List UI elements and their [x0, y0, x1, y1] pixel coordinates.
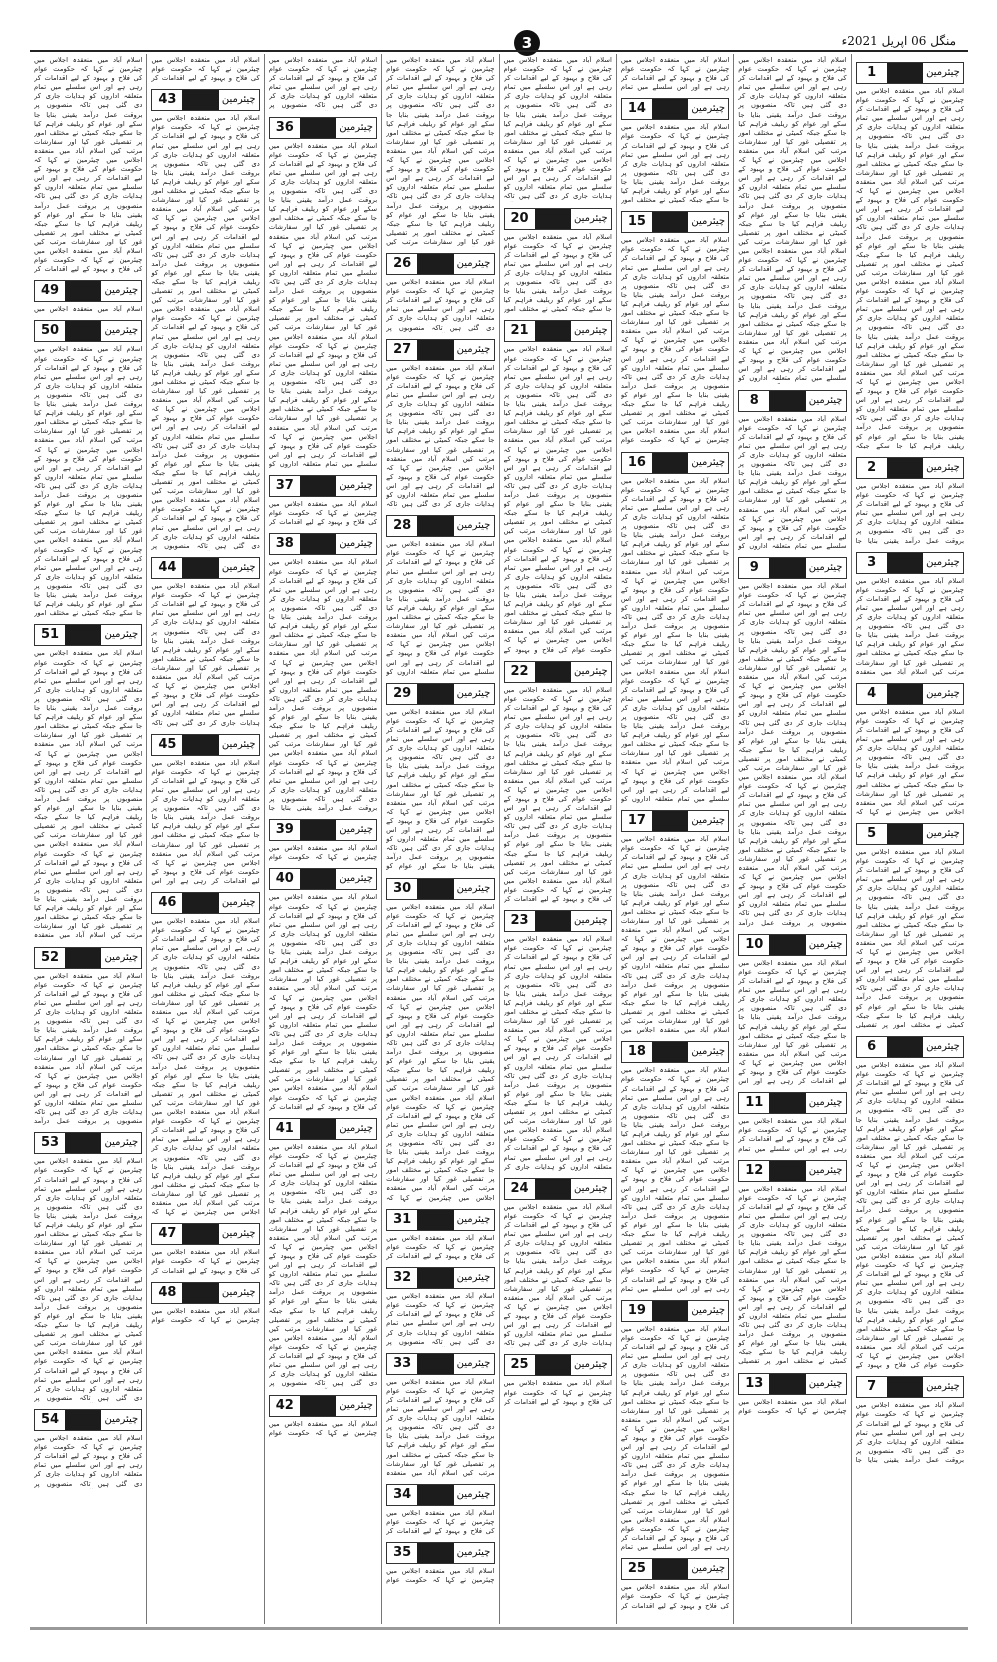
article-text: اسلام آباد میں منعقدہ اجلاس میں چیئرمین نے کہا کہ حکومت عوام کی فلاح و بہبود کے لیے اقدامات کر رہی ہے اور اس سلسلے میں تمام متعلقہ اداروں کو ہدایات جاری کر دی گئی ہیں تاکہ منصوبوں پر بروقت عمل درآمد یقینی بنایا جا سکے اور عوام کو ریلیف فراہم کیا جا سکے جبکہ کمیٹی نے مختلف امور پر تفصیلی غور کیا اور سفارشات مرتب کیں اسلام آباد میں منعقدہ اجلاس میں چیئرمین نے کہا کہ حکومت عوام کی فلاح و بہبود کے لیے اقدامات کر رہی ہے اور اس سلسلے میں تمام متعلقہ اداروں کو ہدایات جاری کر دی گئی ہیں تاکہ منصوبوں پر بروقت عمل درآمد یقینی بنایا جا سکے اور عوام کو ریلیف فراہم کیا جا سکے جبکہ کمیٹی نے مختلف امور پر تفصیلی غور کیا اور سفارشات مرتب کیں اسلام آباد میں منعقدہ اجلاس میں [620, 835, 730, 1035]
article-text: اسلام آباد میں منعقدہ اجلاس میں چیئرمین نے کہا کہ حکومت عوام کی فلاح و بہبود کے لیے اقدامات کر رہی ہے اور اس سلسلے میں تمام متعلقہ اداروں کو ہدایات جاری کر دی گئی ہیں تاکہ منصوبوں پر بروقت عمل درآمد یقینی بنایا جا سکے اور عوام کو ریلیف فراہم کیا جا سکے جبکہ کمیٹی نے مختلف امور پر تفصیلی غور کیا اور سفارشات مرتب کیں اسلام آباد میں منعقدہ اجلاس میں چیئرمین نے کہا کہ حکومت عوام کی فلاح و بہبود کے لیے اقدامات کر رہی ہے اور اس سلسلے میں تمام متعلقہ اداروں کو ہدایات جاری کر دی گئی ہیں تاکہ منصوبوں پر بروقت عمل درآمد یقینی بنایا جا سکے اور عوام کو ریلیف فراہم کیا جا سکے جبکہ کمیٹی نے مختلف امور پر تفصیلی غور کیا اور سفارشات مرتب کیں اسلام آباد میں منعقدہ اجلاس میں چیئرمین نے کہا کہ حکومت عوام کی فلاح و بہبود کے لیے اقدامات کر رہی ہے اور اس سلسلے میں تمام متعلقہ اداروں کو ہدایات جاری کر دی گئی ہیں تاکہ منصوبوں پر بروقت عمل درآمد یقینی بنایا جا سکے اور عوام کو ریلیف فراہم کیا جا سکے جبکہ کمیٹی نے مختلف امور پر تفصیلی غور کیا اور سفارشات مرتب کیں اسلام آباد میں منعقدہ اجلاس میں چیئرمین نے کہا کہ حکومت عوام کی فلاح و بہبود کے لیے اقدامات کر رہی ہے اور اس سلسلے میں تمام متعلقہ اداروں کو ہدایات جاری کر دی گئی ہیں تاکہ منصوبوں پر بروقت عمل درآمد یقینی بنایا جا سکے اور عوام کو ریلیف فراہم کیا جا سکے جبکہ [855, 87, 964, 450]
section-number: 50 [40, 323, 60, 339]
article-text: اسلام آباد میں منعقدہ اجلاس میں چیئرمین نے کہا کہ حکومت عوام کی فلاح و بہبود کے لیے اقدامات کر رہی ہے اور اس سلسلے میں تمام متعلقہ اداروں کو ہدایات جاری کر دی گئی ہیں تاکہ منصوبوں پر بروقت عمل درآمد یقینی بنایا جا سکے اور عوام کو ریلیف فراہم کیا جا سکے جبکہ کمیٹی نے مختلف امور پر تفصیلی غور کیا اور سفارشات مرتب کیں اسلام آباد میں منعقدہ اجلاس میں چیئرمین نے کہا کہ حکومت عوام کی فلاح و بہبود کے لیے اقدامات کر رہی ہے اور اس سلسلے میں تمام متعلقہ اداروں کو ہدایات جاری کر دی گئی ہیں تاکہ منصوبوں پر بروقت عمل درآمد یقینی بنایا جا سکے اور عوام کو ریلیف فراہم کیا جا سکے جبکہ کمیٹی نے مختلف امور پر تفصیلی غور کیا اور سفارشات مرتب کیں اسلام آباد میں منعقدہ اجلاس میں چیئرمین نے کہا کہ حکومت عوام کی فلاح و بہبود کے لیے اقدامات کر رہی ہے اور اس سلسلے میں تمام متعلقہ اداروں کو ہدایات جاری کر دی گئی ہیں تاکہ منصوبوں پر بروقت عمل درآمد یقینی بنایا جا سکے اور عوام کو ریلیف فراہم کیا جا سکے جبکہ کمیٹی نے مختلف امور پر تفصیلی غور کیا اور سفارشات مرتب کیں اسلام آباد میں منعقدہ اجلاس میں چیئرمین نے کہا کہ حکومت عوام کی فلاح و بہبود کے لیے اقدامات کر رہی ہے اور اس سلسلے میں تمام متعلقہ اداروں کو ہدایات جاری کر دی گئی ہیں تاکہ منصوبوں پر بروقت عمل درآمد یقینی بنایا جا سکے اور عوام کو ریلیف فراہم کیا جا سکے جبکہ کمیٹی نے مختلف امور پر تفصیلی غور کیا اور سفارشات مرتب کیں اسلام آباد میں منعقدہ اجلاس میں چیئرمین نے کہا کہ حکومت عوام کی فلاح و بہبود کے لیے اقدامات کر رہی ہے اور اس سلسلے میں تمام متعلقہ اداروں کو ہدایات جاری کر دی گئی ہیں تاکہ منصوبوں پر [151, 114, 260, 550]
section-header [738, 557, 846, 579]
news-columns [30, 54, 968, 1624]
section-caption: چیئرمین [339, 121, 373, 133]
section-header [269, 1395, 377, 1417]
column-5 [381, 54, 498, 1624]
section-header [151, 1282, 259, 1304]
section-black-band [417, 1268, 453, 1288]
article-text: اسلام آباد میں منعقدہ اجلاس میں چیئرمین نے کہا کہ حکومت عوام کی فلاح و بہبود کے لیے اقدامات کر رہی ہے اور اس سلسلے میں تمام متعلقہ اداروں کو ہدایات جاری کر دی گئی ہیں تاکہ منصوبوں پر بروقت عمل درآمد یقینی بنایا جا [855, 482, 964, 545]
section-header [151, 89, 259, 111]
article-text: اسلام آباد میں منعقدہ اجلاس میں چیئرمین نے کہا کہ حکومت عوام کی فلاح و بہبود کے لیے اقدامات کر رہی ہے اور اس سلسلے میں تمام متعلقہ اداروں کو ہدایات جاری کر دی گئی ہیں تاکہ منصوبوں پر بروقت عمل درآمد یقینی بنایا جا سکے اور عوام کو ریلیف فراہم کیا جا سکے جبکہ کمیٹی نے مختلف امور پر تفصیلی غور کیا اور سفارشات مرتب کیں اسلام آباد میں منعقدہ اجلاس میں چیئرمین نے کہا کہ حکومت عوام کی فلاح و بہبود کے لیے اقدامات کر رہی ہے اور اس سلسلے میں تمام متعلقہ اداروں کو ہدایات جاری کر دی گئی ہیں تاکہ منصوبوں پر بروقت عمل درآمد یقینی بنایا جا سکے اور عوام کو ریلیف فراہم کیا جا سکے جبکہ کمیٹی نے مختلف امور پر تفصیلی غور کیا اور سفارشات مرتب کیں اسلام آباد میں منعقدہ اجلاس میں چیئرمین نے کہا کہ حکومت عوام کی فلاح و بہبود کے لیے اقدامات کر رہی ہے اور اس سلسلے میں تمام [620, 1324, 730, 1552]
section-header [386, 683, 494, 705]
section-header [621, 452, 729, 474]
section-header [621, 1558, 729, 1580]
section-number: 30 [393, 880, 412, 896]
section-black-band [182, 1283, 218, 1303]
section-black-band [182, 90, 218, 110]
article-text: اسلام آباد میں منعقدہ اجلاس میں چیئرمین نے کہا کہ حکومت عوام کی فلاح و بہبود کے لیے اقدامات کر رہی ہے اور اس سلسلے میں تمام متعلقہ اداروں کو ہدایات جاری کر دی گئی ہیں تاکہ منصوبوں پر بروقت عمل درآمد یقینی بنایا جا سکے اور عوام کو ریلیف فراہم کیا جا سکے جبکہ کمیٹی نے مختلف امور پر تفصیلی غور کیا اور سفارشات مرتب کیں اسلام آباد میں منعقدہ اجلاس میں چیئرمین نے کہا کہ حکومت عوام کی فلاح و بہبود کے لیے اقدامات کر رہی ہے اور اس سلسلے میں تمام متعلقہ اداروں کو ہدایات جاری کر دی گئی ہیں تاکہ [151, 582, 260, 727]
section-header [386, 1542, 494, 1564]
section-header [386, 878, 494, 900]
article-text: اسلام آباد میں منعقدہ اجلاس میں چیئرمین نے کہا کہ حکومت عوام کی فلاح و بہبود کے لیے اقدامات کر رہی ہے اور اس سلسلے میں تمام متعلقہ اداروں کو ہدایات جاری کر دی گئی ہیں تاکہ منصوبوں پر بروقت عمل درآمد یقینی بنایا جا سکے اور عوام کو ریلیف فراہم کیا جا سکے جبکہ کمیٹی نے مختلف امور پر تفصیلی غور کیا اور سفارشات مرتب کیں اسلام آباد میں منعقدہ اجلاس میں چیئرمین نے کہا کہ حکومت عوام کی فلاح و بہبود کے لیے اقدامات کر رہی ہے اور اس سلسلے میں تمام متعلقہ اداروں کو ہدایات جاری کر دی گئی ہیں تاکہ منصوبوں پر بروقت عمل درآمد یقینی بنایا جا سکے اور عوام کو ریلیف فراہم کیا جا سکے جبکہ کمیٹی نے مختلف امور پر تفصیلی غور کیا اور سفارشات مرتب کیں اسلام آباد میں منعقدہ اجلاس میں چیئرمین نے کہا کہ حکومت عوام [620, 236, 730, 445]
section-number: 41 [275, 1120, 294, 1136]
article-text: اسلام آباد میں منعقدہ اجلاس میں چیئرمین نے کہا کہ حکومت عوام کی فلاح و بہبود کے لیے اقدامات کر رہی ہے اور اس سلسلے میں تمام متعلقہ اداروں کو ہدایات جاری کر دی گئی ہیں تاکہ منصوبوں پر بروقت عمل درآمد یقینی بنایا جا سکے اور عوام کو ریلیف فراہم کیا جا سکے جبکہ کمیٹی نے مختلف امور پر تفصیلی غور کیا اور سفارشات مرتب کیں اسلام آباد میں منعقدہ اجلاس میں چیئرمین نے کہا کہ حکومت عوام کی فلاح و بہبود کے لیے اقدامات کر رہی ہے اور اس سلسلے میں تمام متعلقہ اداروں کو ہدایات جاری کر دی گئی ہیں تاکہ منصوبوں پر بروقت عمل درآمد یقینی بنایا جا سکے اور عوام کو ریلیف فراہم کیا جا سکے جبکہ کمیٹی نے مختلف امور پر تفصیلی غور کیا اور سفارشات مرتب کیں اسلام آباد میں منعقدہ اجلاس میں چیئرمین نے کہا کہ حکومت عوام کی فلاح و بہبود کے لیے اقدامات کر رہی ہے اور اس سلسلے میں تمام متعلقہ اداروں کو ہدایات جاری کر دی گئی ہیں تاکہ منصوبوں پر بروقت عمل درآمد یقینی بنایا جا سکے اور عوام کو ریلیف فراہم کیا جا سکے جبکہ کمیٹی نے مختلف امور پر تفصیلی غور کیا اور سفارشات مرتب کیں اسلام آباد میں منعقدہ اجلاس میں چیئرمین نے کہا کہ حکومت عوام کی فلاح و بہبود کے لیے اقدامات کر رہی ہے اور اس سلسلے میں تمام متعلقہ اداروں کو ہدایات جاری کر دی گئی ہیں تاکہ منصوبوں پر بروقت عمل درآمد [738, 582, 847, 927]
article-text: اسلام آباد میں منعقدہ اجلاس میں چیئرمین نے کہا کہ حکومت عوام کی فلاح و بہبود کے لیے اقدامات کر [268, 500, 378, 527]
section-black-band [65, 281, 101, 301]
section-caption: چیئرمین [574, 1359, 608, 1371]
article-text: اسلام آباد میں منعقدہ اجلاس میں چیئرمین نے کہا کہ حکومت عوام کی فلاح و بہبود کے لیے اقدامات کر [151, 1248, 260, 1275]
section-black-band [182, 558, 218, 578]
section-header [621, 1300, 729, 1322]
section-number: 3 [867, 554, 877, 570]
section-header [621, 810, 729, 832]
section-black-band [769, 1161, 805, 1181]
section-header [621, 98, 729, 120]
article-text: اسلام آباد میں منعقدہ اجلاس میں چیئرمین نے کہا کہ حکومت عوام کی فلاح و بہبود کے لیے اقدامات کر رہی ہے اور اس سلسلے میں تمام متعلقہ اداروں کو ہدایات جاری کر دی گئی ہیں تاکہ منصوبوں پر بروقت عمل درآمد یقینی بنایا جا سکے اور عوام کو ریلیف فراہم کیا جا سکے جبکہ کمیٹی نے مختلف امور پر تفصیلی غور کیا اور سفارشات مرتب کیں اسلام آباد میں منعقدہ اجلاس میں چیئرمین نے کہا کہ حکومت عوام کی فلاح و بہبود کے لیے اقدامات کر رہی ہے اور اس سلسلے میں تمام متعلقہ اداروں کو ہدایات جاری کر دی گئی ہیں تاکہ منصوبوں پر بروقت عمل درآمد یقینی بنایا جا سکے اور عوام کو ریلیف فراہم کیا جا سکے جبکہ کمیٹی نے مختلف امور پر تفصیلی [738, 1184, 847, 1366]
article-text: اسلام آباد میں منعقدہ اجلاس میں چیئرمین نے کہا کہ حکومت عوام کی فلاح و بہبود کے لیے اقدامات کر رہی ہے اور اس سلسلے میں تمام متعلقہ اداروں کو ہدایات جاری کر دی گئی ہیں تاکہ منصوبوں پر [268, 56, 378, 110]
article-text: اسلام آباد میں منعقدہ اجلاس میں چیئرمین نے کہا کہ حکومت عوام کی فلاح و بہبود کے لیے اقدامات کر رہی ہے اور اس سلسلے میں تمام متعلقہ اداروں کو ہدایات جاری کر دی گئی ہیں تاکہ منصوبوں پر بروقت عمل درآمد یقینی بنایا جا سکے اور عوام کو ریلیف فراہم کیا جا سکے جبکہ کمیٹی نے مختلف امور پر تفصیلی غور کیا اور سفارشات مرتب کیں اسلام آباد میں منعقدہ اجلاس میں چیئرمین نے کہا کہ حکومت عوام کی فلاح و بہبود کے لیے اقدامات کر رہی ہے اور اس [738, 958, 847, 1086]
section-number: 1 [867, 65, 877, 80]
section-header [504, 1354, 612, 1376]
section-black-band [300, 820, 336, 840]
section-black-band [417, 1354, 453, 1374]
article-text: اسلام آباد میں منعقدہ اجلاس میں چیئرمین نے کہا کہ حکومت عوام کی فلاح و بہبود کے لیے اقدامات کر رہی ہے اور اس سلسلے میں تمام متعلقہ اداروں کو ہدایات جاری کر دی گئی ہیں تاکہ منصوبوں پر بروقت عمل درآمد یقینی بنایا جا سکے اور عوام کو ریلیف فراہم کیا جا سکے جبکہ کمیٹی نے مختلف امور پر تفصیلی غور کیا اور سفارشات مرتب کیں اسلام آباد میں منعقدہ اجلاس میں چیئرمین نے کہا کہ حکومت عوام کی فلاح و بہبود کے لیے اقدامات کر رہی ہے اور اس سلسلے میں تمام متعلقہ اداروں کو ہدایات جاری کر دی گئی ہیں تاکہ منصوبوں پر بروقت عمل درآمد یقینی بنایا جا سکے اور عوام کو ریلیف فراہم کیا جا سکے جبکہ کمیٹی نے مختلف امور پر تفصیلی غور کیا اور سفارشات مرتب کیں اسلام آباد میں منعقدہ اجلاس میں چیئرمین نے کہا کہ حکومت عوام کی فلاح و بہبود کے لیے اقدامات کر رہی ہے اور اس سلسلے میں تمام متعلقہ اداروں کو ہدایات جاری کر دی گئی ہیں تاکہ منصوبوں پر [268, 1142, 378, 1388]
section-header [386, 339, 494, 361]
section-header [504, 208, 612, 230]
section-number: 10 [745, 936, 764, 952]
section-header [621, 1041, 729, 1063]
section-header [34, 280, 142, 302]
article-text: اسلام آباد میں منعقدہ اجلاس میں چیئرمین نے کہا کہ حکومت عوام کی فلاح و بہبود کے لیے اقدامات کر رہی ہے اور اس سلسلے میں تمام [620, 56, 730, 92]
article-text: اسلام آباد میں منعقدہ اجلاس میں چیئرمین نے کہا کہ حکومت عوام کی فلاح و بہبود کے لیے اقدامات کر رہی ہے اور اس سلسلے میں تمام متعلقہ اداروں کو ہدایات جاری کر دی گئی ہیں تاکہ منصوبوں پر بروقت عمل درآمد یقینی بنایا جا سکے اور عوام کو ریلیف فراہم کیا جا سکے جبکہ کمیٹی نے مختلف امور پر تفصیلی غور کیا اور سفارشات مرتب کیں اسلام آباد میں منعقدہ اجلاس میں چیئرمین نے کہا کہ حکومت عوام کی فلاح و بہبود کے لیے اقدامات کر رہی ہے اور اس سلسلے میں تمام متعلقہ اداروں کو ہدایات جاری کر دی گئی ہیں تاکہ منصوبوں پر بروقت عمل درآمد یقینی بنایا جا سکے اور عوام کو ریلیف فراہم کیا جا سکے جبکہ کمیٹی نے مختلف امور پر تفصیلی غور کیا اور سفارشات مرتب کیں اسلام آباد میں منعقدہ اجلاس میں چیئرمین نے کہا کہ حکومت عوام کی فلاح و بہبود کے لیے اقدامات کر رہی ہے اور اس سلسلے میں تمام متعلقہ اداروں کو ہدایات جاری کر دی گئی ہیں تاکہ منصوبوں پر بروقت عمل درآمد یقینی بنایا جا سکے اور عوام کو ریلیف فراہم کیا جا سکے جبکہ کمیٹی نے مختلف امور پر تفصیلی غور کیا اور سفارشات مرتب کیں اسلام آباد میں منعقدہ اجلاس میں چیئرمین نے کہا کہ حکومت عوام کی فلاح و بہبود کے [855, 1060, 964, 1370]
section-header [386, 1484, 494, 1506]
section-caption: چیئرمین [104, 629, 139, 641]
section-header [386, 253, 494, 275]
column-4 [499, 54, 616, 1624]
article-text: اسلام آباد میں منعقدہ اجلاس میں چیئرمین نے کہا کہ حکومت عوام کی فلاح و بہبود کے لیے اقدامات کر رہی ہے اور اس سلسلے میں تمام متعلقہ اداروں کو ہدایات جاری کر دی گئی ہیں تاکہ منصوبوں پر بروقت عمل درآمد یقینی بنایا جا سکے اور عوام کو ریلیف فراہم کیا جا سکے جبکہ کمیٹی نے مختلف امور پر تفصیلی غور کیا اور سفارشات مرتب کیں اسلام آباد میں منعقدہ اجلاس میں چیئرمین نے کہا کہ حکومت عوام کی فلاح و بہبود کے لیے اقدامات کر رہی ہے اور اس سلسلے میں تمام متعلقہ اداروں کو ہدایات جاری کر دی گئی ہیں تاکہ منصوبوں پر بروقت عمل درآمد یقینی بنایا جا سکے اور عوام کو ریلیف فراہم کیا جا سکے جبکہ کمیٹی نے مختلف امور پر تفصیلی غور کیا اور سفارشات مرتب کیں اسلام آباد میں منعقدہ اجلاس میں چیئرمین نے کہا کہ حکومت عوام کی فلاح و بہبود کے لیے اقدامات کر [34, 56, 143, 274]
section-number: 52 [40, 949, 60, 965]
section-number: 5 [867, 825, 877, 841]
section-black-band [65, 625, 101, 645]
section-black-band [535, 1179, 571, 1199]
section-caption: چیئرمین [456, 258, 491, 270]
article-text: اسلام آباد میں منعقدہ اجلاس میں چیئرمین نے کہا کہ حکومت عوام کی فلاح و بہبود کے لیے اقدامات کر رہی ہے اور اس سلسلے میں تمام متعلقہ اداروں کو ہدایات جاری کر دی گئی ہیں تاکہ منصوبوں پر بروقت عمل درآمد یقینی بنایا جا سکے اور عوام کو ریلیف فراہم کیا جا سکے جبکہ کمیٹی نے مختلف امور پر تفصیلی غور کیا اور سفارشات مرتب کیں اسلام آباد میں منعقدہ اجلاس میں چیئرمین نے کہا کہ حکومت عوام کی فلاح و بہبود کے لیے اقدامات کر رہی ہے اور اس سلسلے میں تمام متعلقہ اداروں کو ہدایات جاری کر دی گئی ہیں تاکہ منصوبوں پر بروقت عمل درآمد یقینی بنایا جا سکے اور عوام کو [386, 707, 495, 871]
article-text: اسلام آباد میں منعقدہ اجلاس میں چیئرمین نے کہا کہ حکومت عوام [268, 1419, 378, 1437]
section-caption: چیئرمین [221, 897, 256, 909]
section-caption: چیئرمین [456, 343, 491, 355]
section-header [151, 892, 259, 914]
section-number: 26 [393, 256, 412, 272]
article-text: اسلام آباد میں منعقدہ اجلاس میں چیئرمین نے کہا کہ حکومت عوام کی فلاح و بہبود کے لیے اقدامات کر رہی ہے اور اس سلسلے میں تمام [738, 1117, 847, 1153]
section-header [34, 624, 142, 646]
section-number: 39 [275, 822, 294, 838]
section-black-band [417, 1210, 453, 1230]
section-black-band [535, 911, 571, 931]
section-number: 47 [158, 1226, 177, 1242]
section-number: 14 [627, 101, 646, 117]
section-black-band [652, 212, 688, 232]
article-text: اسلام آباد میں منعقدہ اجلاس میں چیئرمین نے کہا کہ حکومت عوام کی فلاح و بہبود کے لیے اقدامات کر رہی ہے اور اس سلسلے میں تمام متعلقہ اداروں کو ہدایات جاری کر دی گئی ہیں تاکہ منصوبوں پر بروقت عمل درآمد یقینی بنایا جا سکے اور عوام کو ریلیف فراہم کیا جا سکے جبکہ کمیٹی نے مختلف امور پر تفصیلی غور کیا اور سفارشات مرتب کیں اسلام آباد میں منعقدہ اجلاس میں چیئرمین نے کہا کہ حکومت عوام کی فلاح و بہبود کے لیے اقدامات کر رہی ہے اور اس سلسلے میں تمام متعلقہ اداروں کو ہدایات جاری کر دی گئی ہیں تاکہ منصوبوں پر بروقت عمل درآمد یقینی بنایا جا سکے اور عوام کو ریلیف فراہم کیا جا سکے جبکہ کمیٹی نے مختلف امور پر تفصیلی غور کیا اور سفارشات مرتب کیں اسلام آباد میں منعقدہ اجلاس میں چیئرمین نے کہا کہ حکومت عوام کی فلاح و بہبود کے لیے اقدامات کر رہی ہے اور اس سلسلے میں تمام متعلقہ اداروں کو ہدایات جاری کر دی گئی ہیں تاکہ منصوبوں پر بروقت عمل درآمد یقینی بنایا جا سکے اور عوام کو ریلیف فراہم کیا جا سکے جبکہ کمیٹی نے مختلف امور پر تفصیلی غور کیا اور سفارشات مرتب کیں اسلام آباد میں منعقدہ اجلاس میں چیئرمین نے کہا کہ حکومت عوام کی فلاح و بہبود کے لیے اقدامات کر رہی ہے اور اس سلسلے میں تمام متعلقہ اداروں کو [620, 476, 730, 803]
section-caption: چیئرمین [926, 67, 960, 78]
section-caption: چیئرمین [691, 456, 726, 468]
article-text: اسلام آباد میں منعقدہ اجلاس میں چیئرمین نے کہا کہ حکومت عوام کی فلاح و بہبود کے لیے اقدامات کر رہی ہے اور اس سلسلے میں تمام متعلقہ اداروں کو ہدایات جاری کر دی گئی ہیں تاکہ منصوبوں پر [386, 278, 495, 332]
section-number: 43 [158, 92, 177, 108]
section-black-band [887, 684, 923, 704]
section-caption: چیئرمین [221, 1286, 256, 1298]
section-black-band [417, 1485, 453, 1505]
section-number: 29 [393, 685, 412, 701]
section-black-band [887, 63, 923, 83]
column-2 [733, 54, 850, 1624]
article-text: اسلام آباد میں منعقدہ اجلاس میں چیئرمین نے کہا کہ حکومت عوام کی فلاح و بہبود کے لیے اقدامات کر رہی ہے اور اس سلسلے میں تمام متعلقہ اداروں کو ہدایات جاری کر دی گئی ہیں تاکہ منصوبوں پر بروقت عمل درآمد یقینی بنایا جا سکے اور عوام کو ریلیف فراہم کیا جا سکے جبکہ کمیٹی نے مختلف امور پر تفصیلی غور کیا اور سفارشات مرتب کیں اسلام آباد میں منعقدہ اجلاس میں چیئرمین نے کہا کہ حکومت عوام کی فلاح و بہبود کے لیے اقدامات کر رہی ہے اور اس سلسلے میں تمام متعلقہ اداروں کو ہدایات جاری کر دی گئی ہیں تاکہ منصوبوں پر بروقت عمل درآمد یقینی بنایا جا سکے اور عوام کو ریلیف فراہم کیا جا سکے جبکہ کمیٹی نے مختلف امور پر تفصیلی غور کیا اور سفارشات مرتب کیں اسلام آباد میں منعقدہ اجلاس میں چیئرمین نے کہا کہ حکومت عوام کی فلاح و بہبود کے لیے اقدامات کر رہی ہے اور اس سلسلے میں تمام متعلقہ اداروں کو ہدایات جاری کر دی گئی ہیں تاکہ منصوبوں پر بروقت عمل درآمد یقینی بنایا جا [268, 558, 378, 813]
section-number: 7 [867, 1379, 877, 1395]
section-header [738, 1092, 846, 1114]
article-text: اسلام آباد میں منعقدہ اجلاس میں چیئرمین نے کہا کہ حکومت عوام کی فلاح و بہبود کے لیے اقدامات کر رہی ہے اور اس سلسلے میں تمام متعلقہ اداروں کو ہدایات جاری کر دی گئی ہیں تاکہ منصوبوں پر بروقت عمل درآمد یقینی بنایا جا سکے اور عوام کو ریلیف فراہم کیا جا سکے جبکہ کمیٹی نے مختلف امور پر تفصیلی غور کیا اور سفارشات مرتب کیں اسلام آباد میں منعقدہ اجلاس میں چیئرمین نے کہا کہ حکومت عوام کی فلاح و بہبود کے لیے اقدامات کر رہی ہے اور اس سلسلے میں تمام متعلقہ اداروں کو ہدایات جاری کر دی گئی ہیں تاکہ منصوبوں پر بروقت عمل درآمد [34, 971, 143, 1126]
section-black-band [65, 948, 101, 968]
footer-rule [30, 1627, 968, 1630]
section-black-band [535, 209, 571, 229]
section-number: 25 [510, 1357, 529, 1373]
section-caption: چیئرمین [574, 915, 608, 927]
section-black-band [535, 662, 571, 682]
article-text: اسلام آباد میں منعقدہ اجلاس میں چیئرمین نے کہا کہ حکومت عوام کی فلاح و بہبود کے لیے اقدامات کر رہی ہے اور اس سلسلے میں تمام متعلقہ اداروں کو ہدایات جاری کر دی گئی ہیں تاکہ منصوبوں پر بروقت عمل درآمد یقینی بنایا جا سکے اور عوام کو ریلیف فراہم کیا جا سکے جبکہ کمیٹی نے مختلف امور پر تفصیلی غور کیا اور سفارشات مرتب کیں اسلام آباد میں منعقدہ اجلاس میں چیئرمین نے کہا کہ حکومت عوام کی فلاح و بہبود کے لیے اقدامات کر رہی ہے اور اس سلسلے میں تمام متعلقہ اداروں کو ہدایات جاری کر دی گئی ہیں تاکہ منصوبوں پر بروقت عمل درآمد یقینی بنایا جا سکے اور عوام کو ریلیف فراہم کیا جا سکے جبکہ کمیٹی نے مختلف امور پر تفصیلی غور کیا اور سفارشات مرتب کیں اسلام آباد میں منعقدہ اجلاس میں چیئرمین نے کہا کہ حکومت عوام کی فلاح و بہبود کے لیے اقدامات کر رہی ہے اور اس سلسلے میں تمام متعلقہ اداروں کو ہدایات جاری کر دی گئی ہیں تاکہ منصوبوں پر بروقت عمل درآمد یقینی بنایا جا سکے اور عوام کو ریلیف فراہم کیا جا سکے جبکہ کمیٹی نے مختلف امور پر تفصیلی غور کیا اور سفارشات مرتب کیں اسلام آباد میں منعقدہ اجلاس میں چیئرمین نے کہا کہ حکومت عوام کی فلاح و بہبود کے [503, 345, 612, 654]
section-caption: چیئرمین [339, 824, 373, 836]
section-caption: چیئرمین [221, 1228, 256, 1240]
section-black-band [652, 1301, 688, 1321]
section-header [856, 1376, 964, 1398]
article-text: اسلام آباد میں منعقدہ اجلاس میں چیئرمین نے کہا کہ حکومت عوام کی فلاح و بہبود کے لیے اقدامات کر رہی ہے اور اس سلسلے میں تمام متعلقہ اداروں کو ہدایات جاری کر دی گئی ہیں تاکہ منصوبوں پر بروقت عمل درآمد یقینی بنایا جا سکے اور عوام کو ریلیف فراہم کیا جا سکے جبکہ کمیٹی نے مختلف امور پر تفصیلی غور کیا اور سفارشات مرتب کیں اسلام آباد میں منعقدہ اجلاس میں چیئرمین نے کہا کہ حکومت عوام کی فلاح و بہبود کے لیے اقدامات کر رہی ہے اور اس سلسلے میں تمام متعلقہ اداروں کو ہدایات جاری کر دی گئی ہیں تاکہ منصوبوں پر بروقت عمل درآمد یقینی بنایا جا سکے اور عوام کو ریلیف فراہم کیا جا سکے جبکہ کمیٹی نے مختلف امور پر تفصیلی غور کیا اور سفارشات مرتب کیں [386, 56, 495, 246]
section-header [386, 1267, 494, 1289]
article-text: اسلام آباد میں منعقدہ اجلاس میں چیئرمین نے کہا کہ حکومت عوام [151, 1306, 260, 1324]
section-number: 48 [158, 1284, 177, 1300]
section-black-band [769, 391, 805, 411]
section-caption: چیئرمین [926, 687, 960, 699]
section-caption: چیئرمین [574, 1182, 608, 1194]
article-text: اسلام آباد میں منعقدہ اجلاس میں چیئرمین نے کہا کہ حکومت عوام کی فلاح و بہبود کے لیے اقدامات کر رہی ہے اور اس سلسلے میں تمام متعلقہ اداروں کو ہدایات جاری کر دی گئی ہیں تاکہ منصوبوں پر بروقت عمل درآمد یقینی بنایا جا سکے اور عوام کو ریلیف فراہم کیا جا سکے جبکہ کمیٹی نے مختلف امور پر تفصیلی غور کیا اور سفارشات مرتب کیں اسلام آباد میں منعقدہ اجلاس میں چیئرمین نے کہا کہ حکومت عوام کی فلاح و بہبود کے لیے اقدامات کر رہی ہے اور اس [151, 758, 260, 885]
article-text: اسلام آباد میں منعقدہ اجلاس میں چیئرمین نے کہا کہ حکومت عوام کی فلاح و بہبود کے لیے اقدامات کر رہی ہے اور اس سلسلے میں تمام متعلقہ اداروں کو ہدایات جاری کر دی گئی ہیں تاکہ منصوبوں پر بروقت عمل درآمد یقینی بنایا جا سکے اور عوام کو ریلیف فراہم کیا جا سکے جبکہ کمیٹی نے مختلف امور پر تفصیلی غور کیا اور سفارشات مرتب کیں اسلام آباد میں منعقدہ اجلاس میں چیئرمین نے کہا کہ حکومت عوام کی فلاح و بہبود کے لیے اقدامات کر رہی ہے اور اس سلسلے میں تمام متعلقہ اداروں کو ہدایات جاری کر دی گئی ہیں تاکہ منصوبوں پر بروقت عمل درآمد یقینی بنایا جا سکے اور عوام کو ریلیف فراہم کیا جا سکے جبکہ کمیٹی نے مختلف امور پر تفصیلی غور کیا اور سفارشات مرتب کیں اسلام آباد میں منعقدہ اجلاس میں چیئرمین نے کہا کہ حکومت عوام کی فلاح و بہبود کے لیے اقدامات کر رہی ہے اور اس سلسلے میں تمام متعلقہ اداروں کو ہدایات جاری کر دی گئی ہیں تاکہ منصوبوں پر بروقت عمل درآمد یقینی بنایا جا سکے اور عوام کو ریلیف فراہم کیا جا سکے جبکہ کمیٹی نے مختلف امور پر تفصیلی غور کیا اور سفارشات مرتب کیں اسلام آباد میں منعقدہ [34, 649, 143, 940]
section-number: 15 [627, 214, 646, 230]
section-header [738, 1373, 846, 1395]
section-caption: چیئرمین [456, 1357, 491, 1369]
section-caption: چیئرمین [339, 1399, 373, 1411]
section-caption: چیئرمین [104, 1137, 139, 1149]
section-caption: چیئرمین [574, 325, 608, 337]
section-black-band [300, 1119, 336, 1139]
section-number: 17 [627, 813, 646, 829]
column-7 [146, 54, 263, 1624]
section-black-band [652, 1559, 688, 1579]
article-text: اسلام آباد میں منعقدہ اجلاس میں چیئرمین نے کہا کہ حکومت عوام کی فلاح و بہبود کے لیے اقدامات کر رہی ہے اور اس سلسلے میں تمام متعلقہ اداروں کو ہدایات جاری کر دی گئی ہیں تاکہ منصوبوں پر بروقت عمل درآمد یقینی بنایا جا سکے اور عوام کو ریلیف فراہم کیا جا سکے جبکہ کمیٹی نے مختلف امور پر تفصیلی غور کیا اور سفارشات مرتب کیں اسلام آباد میں منعقدہ اجلاس میں چیئرمین نے کہا کہ حکومت عوام کی فلاح و بہبود کے لیے اقدامات کر رہی ہے اور اس سلسلے میں تمام متعلقہ اداروں کو ہدایات جاری کر دی گئی ہیں تاکہ منصوبوں پر بروقت عمل درآمد یقینی بنایا جا سکے اور عوام کو ریلیف فراہم کیا جا سکے جبکہ کمیٹی نے مختلف امور پر تفصیلی غور کیا اور سفارشات مرتب کیں اسلام آباد میں منعقدہ اجلاس میں چیئرمین نے کہا کہ حکومت عوام کی فلاح و بہبود کے لیے اقدامات کر رہی ہے اور اس سلسلے میں تمام متعلقہ اداروں کو ہدایات جاری کر دی گئی ہیں تاکہ منصوبوں پر بروقت عمل درآمد یقینی بنایا جا سکے اور عوام کو ریلیف فراہم کیا جا سکے جبکہ کمیٹی نے مختلف امور پر تفصیلی غور کیا اور سفارشات مرتب کیں اسلام آباد میں منعقدہ اجلاس میں چیئرمین نے کہا کہ [386, 902, 495, 1202]
article-text: اسلام آباد میں منعقدہ اجلاس میں چیئرمین نے کہا کہ حکومت عوام کی فلاح و بہبود کے لیے اقدامات کر رہی ہے اور اس سلسلے میں تمام متعلقہ اداروں کو ہدایات جاری کر دی گئی ہیں تاکہ منصوبوں پر بروقت عمل درآمد یقینی بنایا جا سکے اور عوام کو ریلیف فراہم کیا جا سکے جبکہ کمیٹی نے مختلف امور پر تفصیلی غور کیا اور سفارشات مرتب کیں اسلام آباد میں منعقدہ اجلاس میں چیئرمین نے کہا کہ حکومت عوام کی فلاح و بہبود کے لیے اقدامات کر رہی ہے اور اس سلسلے میں تمام متعلقہ اداروں کو [738, 414, 847, 550]
article-text: اسلام آباد میں منعقدہ اجلاس میں چیئرمین نے کہا کہ حکومت عوام کی فلاح و بہبود کے لیے اقدامات کر رہی ہے اور اس سلسلے میں تمام متعلقہ اداروں کو ہدایات جاری کر دی گئی ہیں تاکہ منصوبوں پر [386, 1292, 495, 1346]
article-text: اسلام آباد میں منعقدہ اجلاس میں چیئرمین نے کہا کہ حکومت عوام کی فلاح و بہبود کے لیے اقدامات کر [151, 56, 260, 83]
section-number: 22 [510, 663, 529, 679]
section-number: 12 [745, 1162, 764, 1178]
section-number: 42 [275, 1397, 294, 1413]
section-header [34, 947, 142, 969]
section-caption: چیئرمین [221, 738, 256, 750]
article-text: اسلام آباد میں منعقدہ اجلاس میں چیئرمین نے کہا کہ حکومت عوام کی فلاح و بہبود کے لیے اقدامات کر رہی ہے اور اس سلسلے میں تمام متعلقہ اداروں کو ہدایات جاری کر دی گئی ہیں تاکہ منصوبوں پر بروقت عمل درآمد یقینی بنایا جا سکے اور عوام کو ریلیف فراہم کیا جا سکے جبکہ کمیٹی نے مختلف امور [620, 123, 730, 205]
section-black-band [417, 516, 453, 536]
section-number: 24 [510, 1180, 529, 1196]
section-header [34, 1132, 142, 1154]
section-caption: چیئرمین [339, 873, 373, 885]
section-header [386, 515, 494, 537]
section-header [269, 475, 377, 497]
article-text: اسلام آباد میں منعقدہ اجلاس میں چیئرمین نے کہا کہ حکومت عوام کی فلاح و بہبود کے لیے اقدامات کر [503, 1379, 612, 1406]
article-text: اسلام آباد میں منعقدہ اجلاس میں [34, 305, 143, 314]
section-black-band [65, 1133, 101, 1153]
article-text: اسلام آباد میں منعقدہ اجلاس میں چیئرمین نے کہا کہ حکومت عوام کی فلاح و بہبود کے لیے اقدامات کر رہی ہے اور اس سلسلے میں تمام متعلقہ اداروں کو ہدایات جاری کر دی گئی ہیں تاکہ منصوبوں پر بروقت عمل درآمد یقینی بنایا جا سکے اور عوام کو ریلیف فراہم کیا جا سکے جبکہ کمیٹی نے مختلف امور پر تفصیلی غور کیا اور سفارشات مرتب کیں اسلام آباد میں منعقدہ [855, 576, 964, 676]
section-caption: چیئرمین [104, 951, 139, 963]
section-caption: چیئرمین [691, 103, 726, 115]
section-number: 38 [275, 536, 294, 552]
section-number: 53 [40, 1135, 60, 1151]
section-header [269, 533, 377, 555]
section-number: 25 [627, 1561, 646, 1577]
article-text: اسلام آباد میں منعقدہ اجلاس میں چیئرمین نے کہا کہ حکومت عوام کی فلاح و بہبود کے لیے اقدامات کر رہی ہے اور اس سلسلے میں تمام متعلقہ اداروں کو ہدایات جاری کر دی گئی ہیں تاکہ منصوبوں پر [34, 1434, 143, 1488]
section-number: 35 [393, 1545, 412, 1561]
section-header [738, 934, 846, 956]
section-number: 31 [393, 1211, 412, 1227]
issue-date: منگل 06 اپریل 2021ء [841, 34, 956, 48]
section-black-band [182, 735, 218, 755]
section-black-band [417, 684, 453, 704]
section-number: 32 [393, 1270, 412, 1286]
section-header [504, 320, 612, 342]
article-text: اسلام آباد میں منعقدہ اجلاس میں چیئرمین نے کہا کہ حکومت عوام کی فلاح و بہبود کے لیے اقدامات کر رہی ہے اور اس سلسلے میں تمام متعلقہ اداروں کو ہدایات جاری کر دی گئی ہیں تاکہ منصوبوں پر بروقت عمل درآمد یقینی بنایا جا سکے اور عوام کو ریلیف فراہم کیا جا سکے جبکہ کمیٹی نے مختلف امور پر تفصیلی غور کیا اور سفارشات مرتب کیں اسلام آباد میں منعقدہ اجلاس میں چیئرمین نے کہا کہ حکومت عوام کی فلاح و بہبود کے لیے اقدامات کر رہی ہے اور اس سلسلے میں تمام متعلقہ اداروں کو ہدایات جاری کر دی گئی ہیں تاکہ [503, 56, 612, 201]
page-number-badge: 3 [514, 30, 540, 56]
section-caption: چیئرمین [691, 1304, 726, 1316]
section-number: 36 [275, 119, 294, 135]
section-number: 11 [745, 1095, 764, 1111]
section-number: 2 [867, 460, 877, 475]
section-black-band [300, 534, 336, 554]
article-text: اسلام آباد میں منعقدہ اجلاس میں چیئرمین نے کہا کہ حکومت عوام [268, 844, 378, 862]
section-header [738, 1160, 846, 1182]
section-number: 16 [627, 454, 646, 470]
section-caption: چیئرمین [456, 520, 491, 532]
section-black-band [652, 1042, 688, 1062]
column-8 [30, 54, 146, 1624]
section-black-band [65, 321, 101, 341]
section-header [151, 734, 259, 756]
section-header [856, 1036, 964, 1058]
section-header [34, 320, 142, 342]
section-number: 18 [627, 1044, 646, 1060]
section-black-band [887, 824, 923, 844]
section-number: 9 [749, 560, 759, 576]
article-text: اسلام آباد میں منعقدہ اجلاس میں چیئرمین نے کہا کہ حکومت عوام کی فلاح و بہبود کے لیے اقدامات کر [386, 1508, 495, 1536]
section-header [738, 390, 846, 412]
section-black-band [300, 869, 336, 889]
section-number: 34 [393, 1486, 412, 1502]
section-caption: چیئرمین [808, 1164, 843, 1176]
section-header [151, 557, 259, 579]
section-caption: چیئرمین [221, 94, 256, 106]
section-number: 49 [40, 283, 60, 299]
section-black-band [300, 118, 336, 138]
section-black-band [535, 321, 571, 341]
article-text: اسلام آباد میں منعقدہ اجلاس میں چیئرمین نے کہا کہ حکومت عوام کی فلاح و بہبود کے لیے اقدامات کر رہی ہے اور اس سلسلے میں تمام متعلقہ اداروں کو ہدایات جاری کر دی گئی ہیں تاکہ منصوبوں پر بروقت عمل درآمد یقینی بنایا جا سکے اور عوام کو ریلیف فراہم کیا جا سکے جبکہ کمیٹی نے مختلف امور پر تفصیلی غور کیا اور سفارشات مرتب کیں اسلام آباد میں منعقدہ اجلاس میں چیئرمین نے کہا کہ حکومت عوام کی فلاح و بہبود کے لیے اقدامات کر رہی ہے اور اس سلسلے میں تمام متعلقہ اداروں کو ہدایات جاری کر دی گئی ہیں تاکہ منصوبوں پر بروقت عمل درآمد یقینی بنایا جا سکے اور عوام کو ریلیف فراہم کیا جا سکے جبکہ کمیٹی نے مختلف امور پر تفصیلی غور کیا اور سفارشات مرتب کیں اسلام آباد میں منعقدہ اجلاس میں چیئرمین نے کہا کہ حکومت عوام کی فلاح و بہبود کے لیے اقدامات کر [503, 685, 612, 904]
article-text: اسلام آباد میں منعقدہ اجلاس میں چیئرمین نے کہا کہ حکومت عوام کی فلاح و بہبود کے لیے اقدامات کر رہی ہے اور اس سلسلے میں تمام متعلقہ اداروں کو ہدایات جاری کر دی گئی ہیں تاکہ منصوبوں پر بروقت عمل درآمد یقینی بنایا جا سکے اور عوام کو ریلیف فراہم کیا جا سکے جبکہ کمیٹی نے مختلف امور پر تفصیلی غور کیا اور سفارشات مرتب کیں اسلام آباد میں منعقدہ اجلاس میں چیئرمین نے کہا کہ حکومت عوام کی فلاح و بہبود کے لیے اقدامات کر رہی ہے اور اس سلسلے میں تمام متعلقہ اداروں کو ہدایات جاری کر دی گئی ہیں تاکہ منصوبوں پر بروقت عمل درآمد یقینی بنایا جا سکے اور عوام کو ریلیف فراہم کیا جا سکے جبکہ کمیٹی نے مختلف امور پر تفصیلی غور کیا اور سفارشات مرتب کیں اسلام آباد میں منعقدہ اجلاس میں چیئرمین نے کہا کہ حکومت عوام کی فلاح و بہبود کے لیے اقدامات کر رہی ہے اور اس سلسلے میں تمام متعلقہ اداروں کو ہدایات جاری کر دی گئی ہیں تاکہ منصوبوں پر بروقت عمل درآمد یقینی بنایا جا سکے اور عوام کو ریلیف فراہم کیا جا سکے جبکہ کمیٹی نے مختلف امور پر تفصیلی غور کیا اور سفارشات مرتب کیں اسلام آباد میں منعقدہ اجلاس میں چیئرمین نے کہا کہ حکومت عوام کی فلاح و بہبود کے لیے اقدامات کر رہی ہے اور اس سلسلے میں تمام متعلقہ اداروں کو [268, 141, 378, 468]
article-text: اسلام آباد میں منعقدہ اجلاس میں چیئرمین نے کہا کہ حکومت عوام کی فلاح و بہبود کے لیے اقدامات کر رہی ہے اور اس سلسلے میں تمام متعلقہ اداروں کو ہدایات جاری کر دی گئی ہیں تاکہ منصوبوں پر بروقت عمل درآمد یقینی بنایا جا [855, 1401, 964, 1464]
section-number: 44 [158, 560, 177, 576]
section-black-band [535, 1355, 571, 1375]
section-caption: چیئرمین [926, 556, 960, 568]
section-black-band [182, 893, 218, 913]
article-text: اسلام آباد میں منعقدہ اجلاس میں چیئرمین نے کہا کہ حکومت عوام کی فلاح و بہبود کے لیے اقدامات کر رہی ہے اور اس سلسلے میں تمام متعلقہ اداروں کو ہدایات جاری کر دی گئی ہیں تاکہ منصوبوں پر بروقت عمل درآمد یقینی بنایا جا سکے اور عوام کو ریلیف فراہم کیا جا سکے جبکہ کمیٹی نے مختلف امور پر تفصیلی غور کیا اور سفارشات مرتب کیں اسلام آباد میں منعقدہ اجلاس میں چیئرمین نے کہا کہ حکومت عوام کی فلاح و بہبود کے لیے اقدامات کر رہی ہے اور اس سلسلے میں تمام متعلقہ اداروں کو ہدایات جاری کر دی گئی ہیں تاکہ منصوبوں پر بروقت عمل درآمد یقینی بنایا جا سکے اور عوام کو ریلیف فراہم کیا جا سکے جبکہ کمیٹی نے مختلف امور پر تفصیلی غور کیا اور سفارشات مرتب کیں اسلام آباد میں منعقدہ اجلاس میں چیئرمین نے کہا کہ حکومت عوام کی فلاح و بہبود کے لیے اقدامات کر رہی ہے اور اس سلسلے میں تمام متعلقہ اداروں کو ہدایات جاری کر دی گئی ہیں تاکہ منصوبوں پر [34, 1157, 143, 1402]
section-black-band [652, 811, 688, 831]
section-header [386, 1353, 494, 1375]
section-header [269, 117, 377, 139]
section-caption: چیئرمین [456, 882, 491, 894]
section-header [151, 1223, 259, 1245]
section-header [269, 1118, 377, 1140]
section-black-band [887, 1377, 923, 1397]
section-caption: چیئرمین [808, 394, 843, 406]
section-caption: چیئرمین [456, 1488, 491, 1500]
section-caption: چیئرمین [691, 1563, 726, 1575]
section-header [504, 661, 612, 683]
article-text: اسلام آباد میں منعقدہ اجلاس میں چیئرمین نے کہا کہ حکومت عوام [386, 1567, 495, 1585]
section-header [856, 683, 964, 705]
section-black-band [182, 1224, 218, 1244]
column-3 [616, 54, 733, 1624]
article-text: اسلام آباد میں منعقدہ اجلاس میں چیئرمین نے کہا کہ حکومت عوام کی فلاح و بہبود کے لیے اقدامات کر رہی ہے اور اس سلسلے میں تمام متعلقہ اداروں کو ہدایات جاری کر دی گئی ہیں تاکہ منصوبوں پر بروقت عمل درآمد یقینی بنایا جا سکے اور عوام کو ریلیف فراہم کیا جا سکے جبکہ کمیٹی نے مختلف امور [503, 232, 612, 314]
section-number: 33 [393, 1355, 412, 1371]
section-number: 54 [40, 1412, 60, 1428]
section-caption: چیئرمین [339, 480, 373, 492]
article-text: اسلام آباد میں منعقدہ اجلاس میں چیئرمین نے کہا کہ حکومت عوام کی فلاح و بہبود کے لیے اقدامات کر رہی ہے اور اس سلسلے میں تمام متعلقہ اداروں کو ہدایات جاری کر دی گئی ہیں تاکہ منصوبوں پر بروقت عمل درآمد یقینی بنایا جا سکے اور عوام کو ریلیف فراہم کیا جا سکے جبکہ کمیٹی نے مختلف امور پر تفصیلی غور کیا اور سفارشات مرتب کیں اسلام آباد میں منعقدہ اجلاس میں چیئرمین نے کہا کہ حکومت عوام کی فلاح و بہبود کے لیے اقدامات کر رہی ہے اور اس سلسلے میں تمام متعلقہ اداروں کو ہدایات جاری کر دی گئی ہیں تاکہ منصوبوں پر بروقت عمل درآمد یقینی بنایا جا سکے اور عوام کو ریلیف فراہم کیا جا سکے جبکہ کمیٹی نے مختلف امور پر تفصیلی غور کیا اور سفارشات مرتب کیں اسلام آباد میں منعقدہ اجلاس میں چیئرمین نے کہا کہ حکومت عوام کی فلاح و بہبود کے لیے اقدامات کر رہی ہے اور اس سلسلے میں تمام متعلقہ اداروں کو ہدایات جاری کر دی گئی ہیں تاکہ منصوبوں پر بروقت عمل درآمد یقینی بنایا جا سکے اور عوام کو ریلیف فراہم کیا جا سکے جبکہ کمیٹی نے مختلف امور پر تفصیلی غور کیا اور سفارشات مرتب کیں اسلام آباد میں منعقدہ اجلاس میں چیئرمین نے کہا کہ [151, 917, 260, 1217]
section-header [504, 910, 612, 932]
section-caption: چیئرمین [808, 1097, 843, 1109]
section-header [856, 62, 964, 84]
section-header [856, 457, 964, 479]
article-text: اسلام آباد میں منعقدہ اجلاس میں چیئرمین نے کہا کہ حکومت عوام کی فلاح و بہبود کے لیے اقدامات کر رہی ہے اور اس سلسلے میں تمام متعلقہ اداروں کو ہدایات جاری کر دی گئی ہیں تاکہ منصوبوں پر بروقت عمل درآمد یقینی بنایا جا سکے اور عوام کو ریلیف فراہم کیا جا سکے جبکہ کمیٹی نے مختلف امور پر تفصیلی غور کیا اور سفارشات مرتب کیں اسلام آباد میں منعقدہ اجلاس میں چیئرمین نے کہا کہ حکومت عوام کی فلاح و بہبود کے لیے اقدامات کر رہی ہے اور اس سلسلے میں تمام متعلقہ اداروں کو ہدایات جاری کر دی گئی ہیں تاکہ منصوبوں پر بروقت عمل درآمد یقینی بنایا جا سکے اور عوام کو ریلیف فراہم کیا جا سکے جبکہ کمیٹی نے مختلف امور پر تفصیلی غور کیا اور سفارشات مرتب کیں اسلام آباد میں منعقدہ اجلاس میں چیئرمین نے کہا کہ حکومت عوام کی فلاح و بہبود کے لیے اقدامات کر رہی ہے اور اس سلسلے میں تمام متعلقہ اداروں کو ہدایات جاری کر دی گئی ہیں تاکہ منصوبوں پر بروقت عمل درآمد یقینی بنایا جا سکے اور عوام کو ریلیف فراہم کیا جا سکے جبکہ کمیٹی نے مختلف امور [34, 345, 143, 618]
section-caption: چیئرمین [691, 1046, 726, 1058]
section-caption: چیئرمین [926, 1040, 960, 1052]
article-text: اسلام آباد میں منعقدہ اجلاس میں چیئرمین نے کہا کہ حکومت عوام کی فلاح و بہبود کے لیے اقدامات کر رہی ہے اور اس سلسلے میں تمام متعلقہ اداروں کو ہدایات جاری کر دی گئی ہیں تاکہ منصوبوں پر بروقت عمل درآمد یقینی بنایا جا سکے اور عوام کو ریلیف فراہم کیا جا سکے جبکہ کمیٹی نے مختلف امور پر تفصیلی غور کیا اور سفارشات مرتب کیں اسلام آباد میں منعقدہ اجلاس میں چیئرمین نے کہا کہ حکومت عوام کی فلاح و بہبود کے لیے اقدامات کر رہی ہے اور اس سلسلے میں تمام متعلقہ اداروں کو ہدایات جاری کر دی گئی ہیں تاکہ منصوبوں پر بروقت عمل درآمد یقینی بنایا جا سکے اور عوام کو ریلیف فراہم کیا جا سکے جبکہ کمیٹی نے مختلف امور پر تفصیلی غور کیا اور سفارشات مرتب کیں اسلام آباد میں منعقدہ اجلاس میں چیئرمین نے کہا کہ حکومت عوام کی فلاح و بہبود کے لیے اقدامات کر رہی ہے اور اس سلسلے میں تمام [620, 1066, 730, 1293]
section-caption: چیئرمین [574, 212, 608, 224]
section-black-band [300, 476, 336, 496]
section-black-band [769, 935, 805, 955]
section-number: 20 [510, 210, 529, 226]
section-black-band [300, 1396, 336, 1416]
section-header [504, 1178, 612, 1200]
section-black-band [769, 1093, 805, 1113]
section-black-band [417, 879, 453, 899]
section-caption: چیئرمین [456, 1272, 491, 1284]
section-caption: چیئرمین [104, 285, 139, 297]
article-text: اسلام آباد میں منعقدہ اجلاس میں چیئرمین نے کہا کہ حکومت عوام کی فلاح و بہبود کے لیے اقدامات کر رہی ہے اور اس سلسلے میں تمام متعلقہ اداروں کو ہدایات جاری کر دی گئی ہیں تاکہ منصوبوں پر بروقت عمل درآمد یقینی بنایا جا سکے اور عوام کو ریلیف فراہم کیا جا سکے جبکہ کمیٹی نے مختلف امور پر تفصیلی غور کیا اور سفارشات مرتب کیں اسلام آباد میں منعقدہ اجلاس میں چیئرمین نے کہا کہ حکومت عوام کی فلاح و بہبود کے لیے اقدامات کر رہی ہے اور اس سلسلے میں تمام متعلقہ اداروں کو ہدایات جاری کر دی گئی ہیں تاکہ منصوبوں پر بروقت عمل درآمد یقینی بنایا جا سکے اور عوام کو ریلیف فراہم کیا جا سکے جبکہ کمیٹی نے مختلف امور پر تفصیلی غور کیا اور سفارشات مرتب کیں اسلام آباد میں منعقدہ اجلاس میں چیئرمین نے کہا کہ حکومت عوام کی فلاح و بہبود کے لیے اقدامات کر [268, 893, 378, 1111]
section-caption: چیئرمین [456, 1547, 491, 1559]
section-caption: چیئرمین [808, 1377, 843, 1389]
section-number: 4 [867, 685, 877, 701]
section-black-band [652, 453, 688, 473]
section-black-band [417, 1543, 453, 1563]
section-caption: چیئرمین [456, 687, 491, 699]
section-header [621, 211, 729, 233]
section-caption: چیئرمین [339, 1122, 373, 1134]
section-number: 21 [510, 323, 529, 339]
section-number: 8 [749, 392, 759, 408]
section-number: 23 [510, 913, 529, 929]
section-black-band [417, 340, 453, 360]
section-number: 40 [275, 871, 294, 887]
section-caption: چیئرمین [926, 462, 960, 473]
section-header [269, 819, 377, 841]
article-text: اسلام آباد میں منعقدہ اجلاس میں چیئرمین نے کہا کہ حکومت عوام کی فلاح و بہبود کے لیے اقدامات کر رہی ہے اور اس سلسلے میں تمام متعلقہ اداروں کو ہدایات جاری کر دی گئی ہیں تاکہ منصوبوں پر بروقت عمل درآمد یقینی بنایا جا سکے اور عوام کو ریلیف فراہم کیا جا سکے جبکہ کمیٹی نے مختلف امور پر تفصیلی غور کیا اور سفارشات مرتب کیں اسلام آباد میں منعقدہ [386, 1377, 495, 1477]
section-black-band [887, 553, 923, 573]
section-black-band [887, 458, 923, 478]
section-header [856, 823, 964, 845]
article-text: اسلام آباد میں منعقدہ اجلاس میں چیئرمین نے کہا کہ حکومت عوام کی فلاح و بہبود کے لیے اقدامات کر [620, 1583, 730, 1610]
section-number: 28 [393, 518, 412, 534]
section-caption: چیئرمین [808, 938, 843, 950]
section-black-band [652, 99, 688, 119]
article-text: اسلام آباد میں منعقدہ اجلاس میں چیئرمین نے کہا کہ حکومت عوام کی فلاح و بہبود کے لیے اقدامات کر رہی ہے اور اس سلسلے میں تمام متعلقہ اداروں کو ہدایات جاری کر دی گئی ہیں تاکہ منصوبوں پر بروقت عمل درآمد یقینی بنایا جا سکے اور عوام کو ریلیف فراہم کیا جا سکے جبکہ کمیٹی نے مختلف امور پر تفصیلی غور کیا اور سفارشات مرتب کیں اسلام آباد میں منعقدہ اجلاس میں چیئرمین نے کہا کہ حکومت عوام کی فلاح و بہبود کے لیے اقدامات کر رہی ہے اور اس سلسلے میں تمام متعلقہ اداروں کو ہدایات جاری کر دی گئی ہیں تاکہ [386, 363, 495, 509]
section-black-band [769, 558, 805, 578]
section-caption: چیئرمین [574, 665, 608, 677]
section-caption: چیئرمین [104, 1414, 139, 1426]
section-number: 13 [745, 1375, 764, 1391]
section-caption: چیئرمین [691, 815, 726, 827]
section-caption: چیئرمین [456, 1213, 491, 1225]
article-text: اسلام آباد میں منعقدہ اجلاس میں چیئرمین نے کہا کہ حکومت عوام کی فلاح و بہبود کے لیے اقدامات کر رہی ہے اور اس سلسلے میں تمام متعلقہ اداروں کو ہدایات جاری کر دی گئی ہیں تاکہ منصوبوں پر بروقت عمل درآمد یقینی بنایا جا سکے اور عوام کو ریلیف فراہم کیا جا سکے جبکہ کمیٹی نے مختلف امور پر تفصیلی غور کیا اور سفارشات مرتب کیں اسلام آباد میں منعقدہ اجلاس میں چیئرمین نے کہا کہ حکومت عوام کی فلاح و بہبود کے لیے اقدامات کر رہی ہے اور اس سلسلے میں تمام متعلقہ اداروں کو ہدایات جاری کر دی گئی ہیں تاکہ منصوبوں پر بروقت عمل درآمد یقینی بنایا جا سکے اور عوام کو ریلیف فراہم کیا جا سکے جبکہ کمیٹی نے مختلف امور پر تفصیلی غور کیا اور سفارشات مرتب کیں اسلام آباد میں منعقدہ اجلاس میں چیئرمین نے کہا کہ حکومت عوام کی فلاح و بہبود کے لیے اقدامات کر رہی ہے اور اس سلسلے میں تمام متعلقہ اداروں کو ہدایات جاری کر دی گئی ہیں تاکہ منصوبوں پر بروقت عمل درآمد یقینی بنایا جا سکے اور عوام کو ریلیف فراہم کیا جا سکے جبکہ کمیٹی نے مختلف امور پر تفصیلی غور کیا اور سفارشات مرتب کیں اسلام آباد میں منعقدہ اجلاس میں چیئرمین نے کہا کہ حکومت عوام کی فلاح و بہبود کے لیے اقدامات کر رہی ہے اور اس سلسلے میں تمام متعلقہ اداروں کو [738, 56, 847, 383]
section-header [269, 868, 377, 890]
section-black-band [417, 254, 453, 274]
section-number: 46 [158, 895, 177, 911]
section-caption: چیئرمین [808, 562, 843, 574]
column-6 [264, 54, 381, 1624]
column-1 [851, 54, 968, 1624]
article-text: اسلام آباد میں منعقدہ اجلاس میں چیئرمین نے کہا کہ حکومت عوام کی فلاح و بہبود کے لیے اقدامات کر رہی ہے اور اس سلسلے میں تمام متعلقہ اداروں کو ہدایات جاری کر دی گئی ہیں تاکہ منصوبوں پر بروقت عمل درآمد یقینی بنایا جا سکے اور عوام کو ریلیف فراہم کیا جا سکے جبکہ کمیٹی نے مختلف امور پر تفصیلی غور کیا اور سفارشات مرتب کیں اسلام آباد میں منعقدہ اجلاس میں چیئرمین نے کہا کہ حکومت عوام کی فلاح و بہبود کے لیے اقدامات کر رہی ہے اور اس سلسلے میں تمام متعلقہ اداروں کو ہدایات جاری کر دی گئی ہیں تاکہ [503, 1202, 612, 1348]
article-text: اسلام آباد میں منعقدہ اجلاس میں چیئرمین نے کہا کہ حکومت عوام کی فلاح و بہبود کے لیے اقدامات کر رہی ہے اور اس سلسلے میں تمام متعلقہ اداروں کو ہدایات جاری کر دی گئی ہیں تاکہ منصوبوں پر بروقت عمل درآمد یقینی بنایا جا سکے اور عوام کو ریلیف فراہم کیا جا سکے جبکہ کمیٹی نے مختلف امور پر تفصیلی غور کیا اور سفارشات مرتب کیں اسلام آباد میں منعقدہ اجلاس میں چیئرمین نے کہا کہ حکومت عوام کی فلاح و بہبود کے لیے اقدامات کر رہی ہے اور اس سلسلے میں تمام متعلقہ اداروں کو ہدایات جاری کر دی گئی ہیں تاکہ منصوبوں پر بروقت عمل درآمد یقینی بنایا جا سکے اور عوام کو ریلیف فراہم کیا جا سکے جبکہ کمیٹی نے مختلف امور پر تفصیلی [855, 847, 964, 1029]
section-number: 37 [275, 478, 294, 494]
section-header [386, 1209, 494, 1231]
article-text: اسلام آباد میں منعقدہ اجلاس میں چیئرمین نے کہا کہ حکومت عوام کی فلاح و بہبود کے لیے اقدامات کر رہی ہے اور اس سلسلے میں تمام متعلقہ اداروں کو ہدایات جاری کر دی گئی ہیں تاکہ منصوبوں پر بروقت عمل درآمد یقینی بنایا جا سکے اور عوام کو ریلیف فراہم کیا جا سکے جبکہ کمیٹی نے مختلف امور پر تفصیلی غور کیا اور سفارشات مرتب کیں اسلام آباد میں منعقدہ اجلاس میں چیئرمین نے کہا کہ حکومت عوام کی فلاح و بہبود کے لیے اقدامات کر رہی ہے اور اس سلسلے میں تمام متعلقہ اداروں کو [386, 540, 495, 676]
section-black-band [887, 1037, 923, 1057]
section-caption: چیئرمین [339, 538, 373, 550]
section-number: 6 [867, 1038, 877, 1054]
section-caption: چیئرمین [926, 827, 960, 839]
header-rule [30, 50, 968, 52]
section-caption: چیئرمین [926, 1381, 960, 1393]
section-black-band [65, 1410, 101, 1430]
section-header [34, 1409, 142, 1431]
article-text: اسلام آباد میں منعقدہ اجلاس میں چیئرمین نے کہا کہ حکومت عوام [738, 1397, 847, 1415]
section-number: 19 [627, 1302, 646, 1318]
section-caption: چیئرمین [691, 216, 726, 228]
section-caption: چیئرمین [104, 325, 139, 337]
article-text: اسلام آباد میں منعقدہ اجلاس میں چیئرمین نے کہا کہ حکومت عوام کی فلاح و بہبود کے لیے اقدامات کر رہی ہے اور اس سلسلے میں تمام متعلقہ اداروں کو ہدایات جاری کر دی گئی ہیں تاکہ منصوبوں پر بروقت عمل درآمد یقینی بنایا جا سکے اور عوام کو ریلیف فراہم کیا جا سکے جبکہ کمیٹی نے مختلف امور پر تفصیلی غور کیا اور سفارشات مرتب کیں اسلام آباد میں منعقدہ اجلاس میں چیئرمین نے کہا کہ حکومت عوام کی فلاح و بہبود کے لیے اقدامات کر رہی ہے اور اس سلسلے میں تمام متعلقہ اداروں کو ہدایات جاری کر دی گئی ہیں تاکہ منصوبوں پر بروقت عمل درآمد یقینی بنایا جا سکے اور عوام کو ریلیف فراہم کیا جا سکے جبکہ کمیٹی نے مختلف امور پر تفصیلی غور کیا اور سفارشات مرتب کیں اسلام آباد میں منعقدہ اجلاس میں چیئرمین نے کہا کہ حکومت عوام کی فلاح و بہبود کے لیے اقدامات کر رہی ہے اور اس سلسلے میں تمام متعلقہ اداروں کو ہدایات جاری کر [503, 935, 612, 1171]
section-black-band [769, 1374, 805, 1394]
section-number: 27 [393, 341, 412, 357]
section-caption: چیئرمین [221, 562, 256, 574]
article-text: اسلام آباد میں منعقدہ اجلاس میں چیئرمین نے کہا کہ حکومت عوام کی فلاح و بہبود کے لیے اقدامات کر [386, 1233, 495, 1261]
section-number: 51 [40, 627, 60, 643]
section-number: 45 [158, 736, 177, 752]
article-text: اسلام آباد میں منعقدہ اجلاس میں چیئرمین نے کہا کہ حکومت عوام کی فلاح و بہبود کے لیے اقدامات کر رہی ہے اور اس سلسلے میں تمام متعلقہ اداروں کو ہدایات جاری کر دی گئی ہیں تاکہ منصوبوں پر بروقت عمل درآمد یقینی بنایا جا سکے اور عوام کو ریلیف فراہم کیا جا سکے جبکہ کمیٹی نے مختلف امور پر تفصیلی غور کیا اور سفارشات مرتب کیں اسلام آباد میں منعقدہ اجلاس میں چیئرمین نے کہا کہ [855, 707, 964, 816]
section-header [856, 552, 964, 574]
